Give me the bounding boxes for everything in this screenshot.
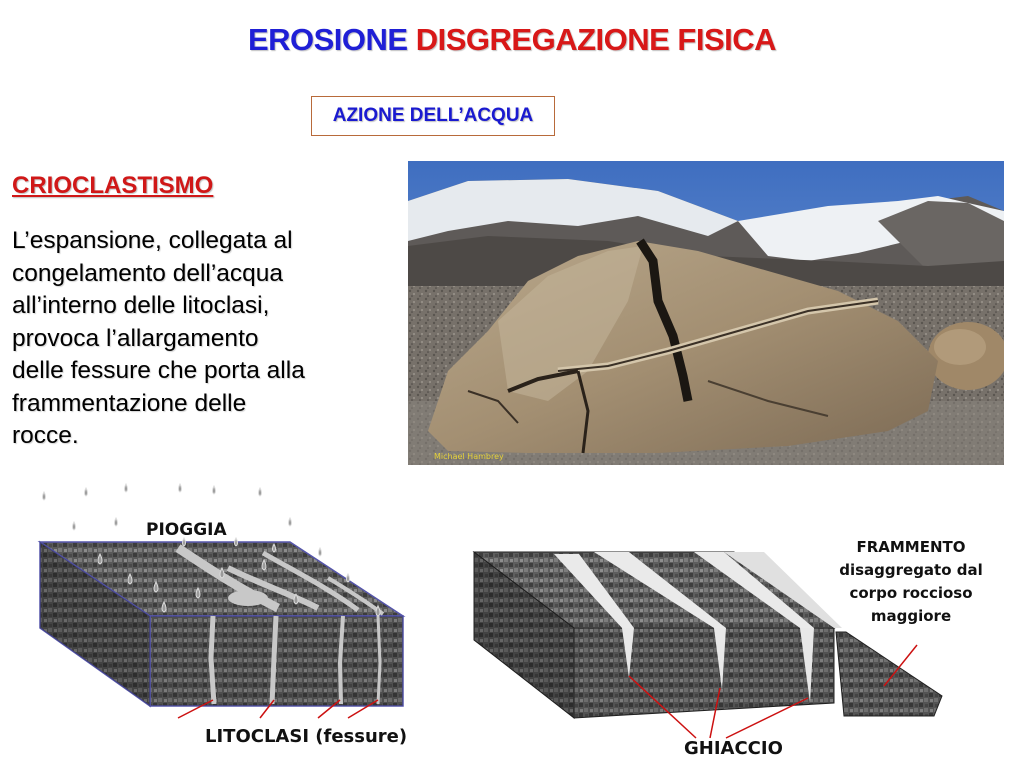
description-line: delle fessure che porta alla — [12, 357, 305, 384]
fragment-label-line: maggiore — [870, 607, 952, 625]
rain-label: PIOGGIA — [146, 520, 227, 540]
description-line: rocce. — [12, 422, 79, 449]
title-erosione: EROSIONE — [247, 22, 408, 57]
description-line: provoca l’allargamento — [12, 324, 259, 352]
page-title — [0, 22, 1024, 58]
rain-fissures-diagram — [28, 478, 428, 758]
photo-credit: Michael Hambrey — [434, 452, 504, 461]
ice-label: GHIACCIO — [684, 738, 783, 759]
description-line: all’interno delle litoclasi, — [12, 292, 270, 319]
fragment-label-line: FRAMMENTO — [856, 538, 966, 556]
fragment-label-line: disaggregato dal — [839, 561, 983, 579]
fissures-label: LITOCLASI (fessure) — [205, 726, 408, 747]
subtopic-badge — [311, 96, 555, 136]
fragment-label — [836, 536, 986, 628]
title-disgregazione: DISGREGAZIONE FISICA — [415, 22, 777, 57]
fragment-label-line: corpo roccioso — [849, 584, 973, 602]
section-description — [12, 225, 392, 453]
boulder-photo — [408, 161, 1004, 465]
description-line: congelamento dell’acqua — [12, 259, 284, 287]
badge-label: AZIONE DELL’ACQUA — [332, 105, 534, 126]
ice-fragment-diagram — [464, 528, 1004, 764]
description-line: frammentazione delle — [12, 389, 247, 417]
description-line: L’espansione, collegata al — [12, 227, 293, 254]
section-heading: CRIOCLASTISMO — [12, 172, 214, 199]
